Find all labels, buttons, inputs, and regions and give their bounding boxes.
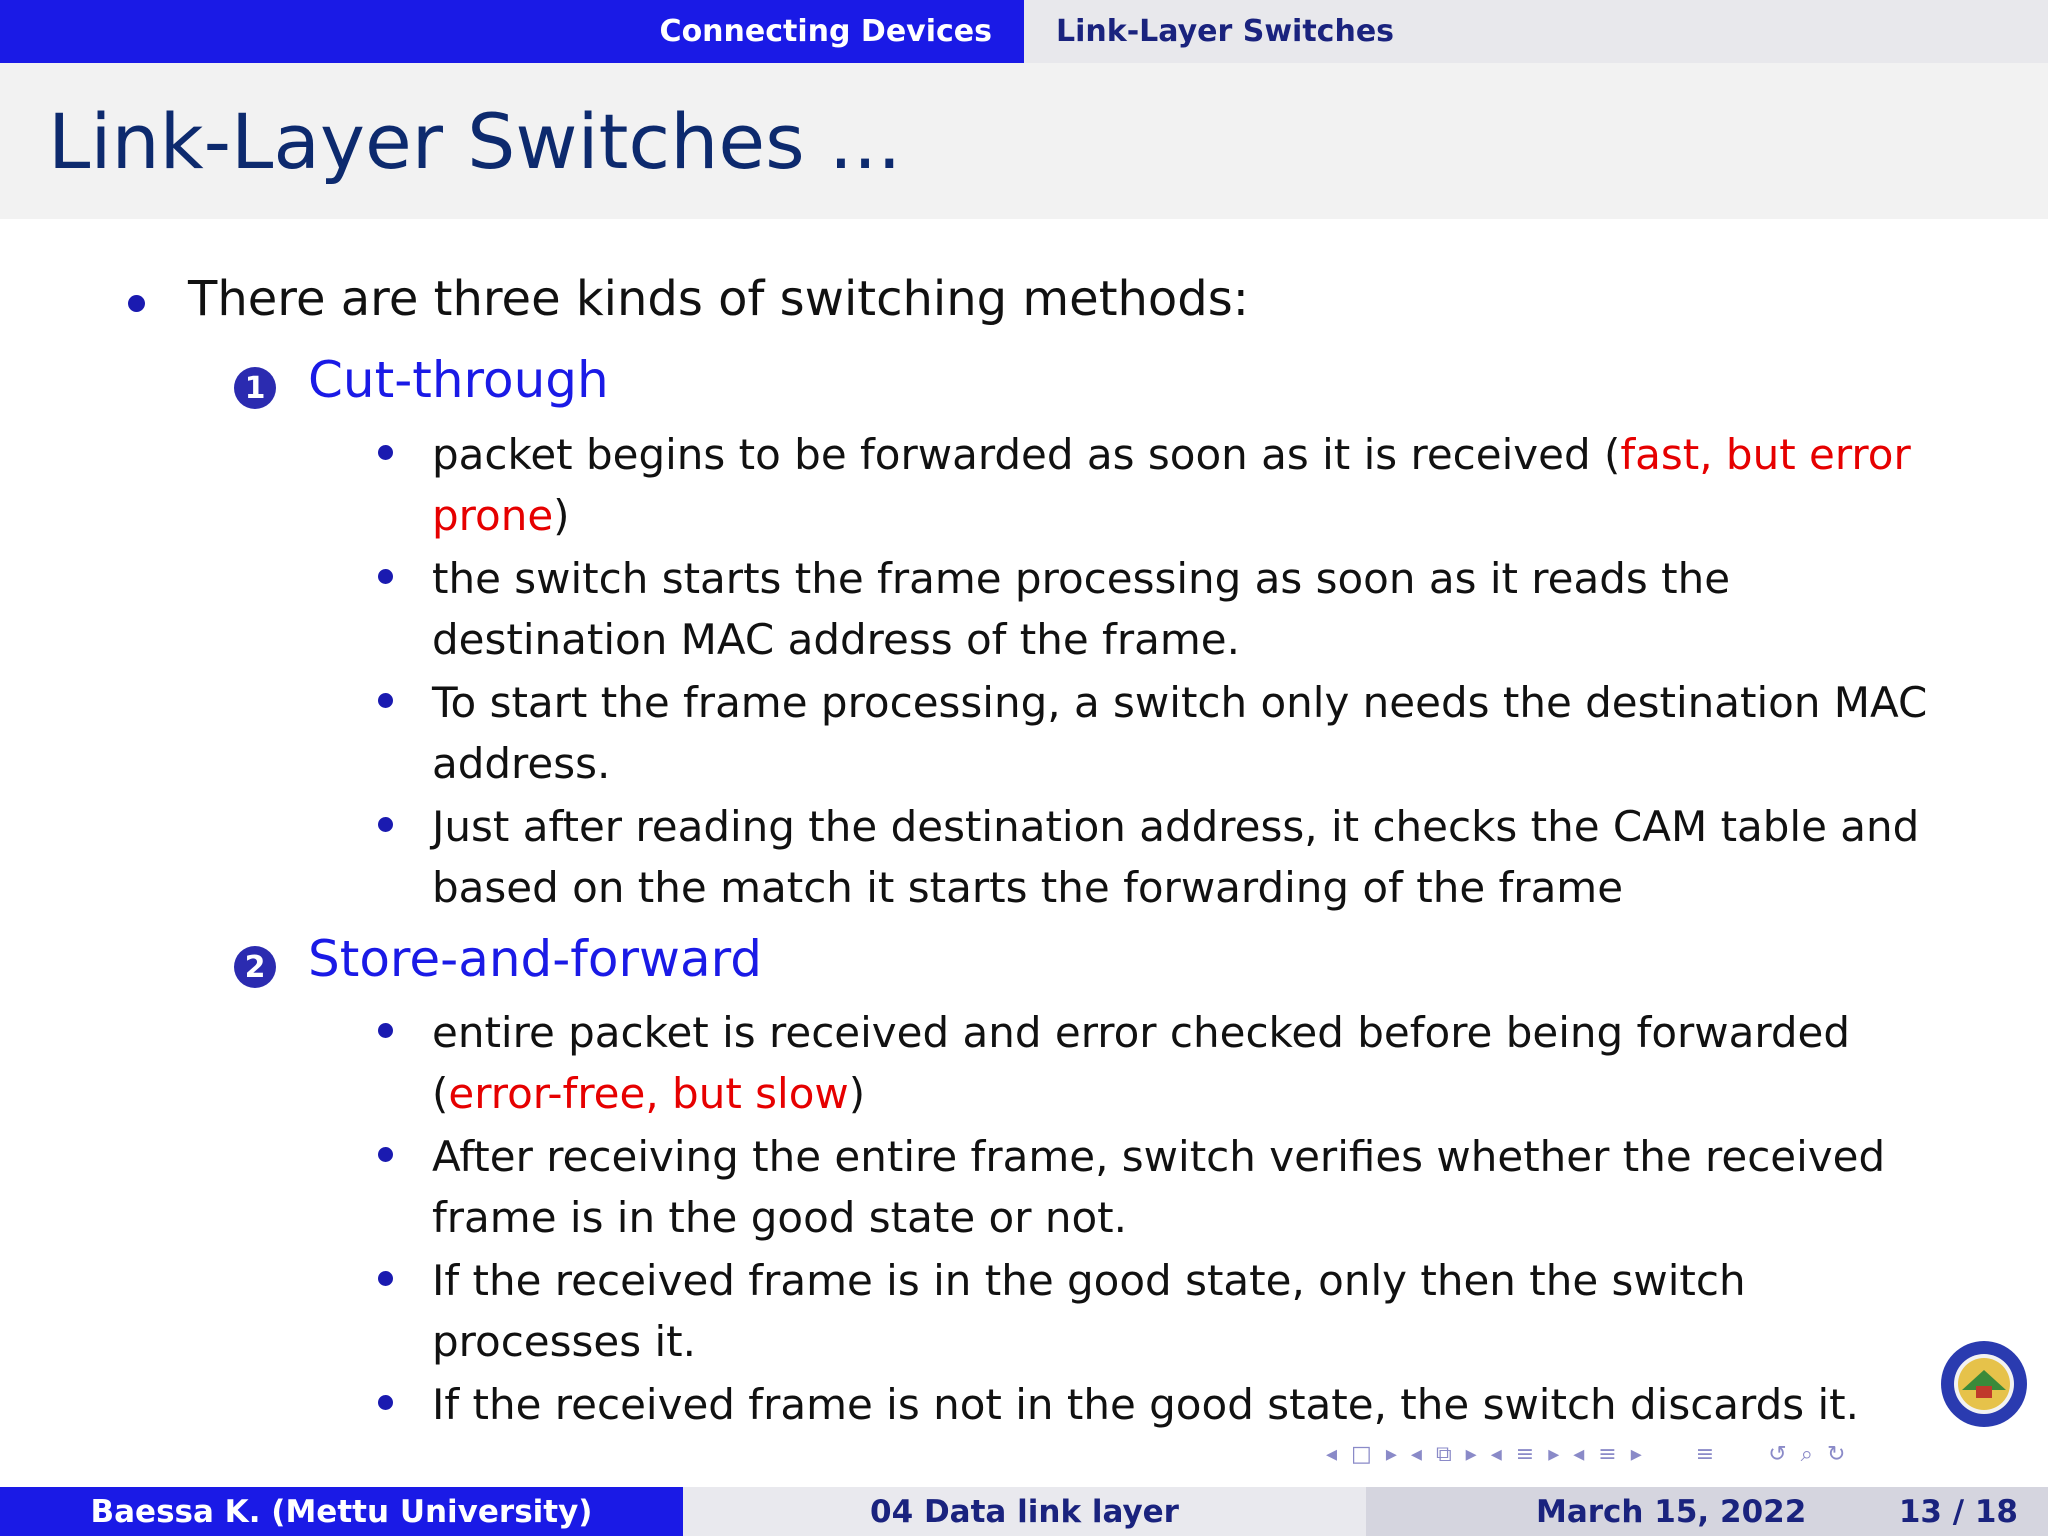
top-navigation-bar [0, 0, 2048, 63]
bullet-icon [378, 693, 393, 708]
nav-next-frame-icon[interactable]: ▸ [1465, 1441, 1477, 1467]
university-logo-icon [1940, 1340, 2028, 1428]
method2-bullet2-line2: frame is in the good state or not. [432, 1193, 1127, 1242]
bullet-icon [378, 1271, 393, 1286]
bullet-icon [378, 569, 393, 584]
method-label-store-and-forward: Store-and-forward [308, 930, 763, 988]
nav-next-subsection-icon[interactable]: ▸ [1548, 1441, 1560, 1467]
enum-badge-2: 2 [234, 946, 276, 988]
nav-frame-icon[interactable]: ⧉ [1435, 1441, 1452, 1467]
nav-next-slide-icon[interactable]: ▸ [1385, 1441, 1397, 1467]
nav-slide-icon[interactable]: □ [1351, 1441, 1372, 1467]
method1-bullet1-line2 [432, 491, 570, 540]
method1-bullet1-close: ) [553, 491, 570, 540]
method1-bullet4-line2: based on the match it starts the forwarding of the frame [432, 863, 1624, 912]
method1-bullet2-line2: destination MAC address of the frame. [432, 615, 1240, 664]
nav-prev-frame-icon[interactable]: ◂ [1410, 1441, 1422, 1467]
bullet-icon [378, 817, 393, 832]
method2-bullet1-open: ( [432, 1069, 449, 1118]
method2-bullet2-line1: After receiving the entire frame, switch verifies whether the received [432, 1132, 1886, 1181]
method2-bullet1-highlight: error-free, but slow [448, 1069, 849, 1118]
method2-bullet1-line2 [432, 1069, 865, 1118]
enum-badge-1: 1 [234, 367, 276, 409]
footer-author: Baessa K. (Mettu University) [0, 1487, 683, 1536]
method2-bullet1-line1: entire packet is received and error checked before being forwarded [432, 1008, 1851, 1057]
method1-bullet3-line2: address. [432, 739, 611, 788]
nav-left-section[interactable] [0, 0, 1024, 63]
method1-bullet4-line1: Just after reading the destination address, it checks the CAM table and [432, 802, 1920, 851]
method1-bullet3-line1: To start the frame processing, a switch only needs the destination MAC [432, 678, 1928, 727]
frame-title-bar [0, 63, 2048, 219]
footer-date: March 15, 2022 [1536, 1493, 1807, 1530]
footer-page-number: 13 / 18 [1898, 1493, 2018, 1530]
nav-right-section[interactable] [1024, 0, 2048, 63]
footer-chapter: 04 Data link layer [683, 1487, 1366, 1536]
bullet-icon [378, 1023, 393, 1038]
nav-section-connecting-devices[interactable]: Connecting Devices [659, 14, 992, 49]
beamer-navigation-symbols [1326, 1437, 2026, 1471]
method2-bullet3-line1: If the received frame is in the good state, only then the switch [432, 1256, 1746, 1305]
nav-prev-section-icon[interactable]: ◂ [1573, 1441, 1585, 1467]
bullet-icon [378, 445, 393, 460]
footer-bar [0, 1487, 2048, 1536]
footer-date-page [1366, 1487, 2048, 1536]
method1-bullet1-highlight: fast, but error [1620, 430, 1911, 479]
method1-bullet2-line1: the switch starts the frame processing as soon as it reads the [432, 554, 1731, 603]
method-label-cut-through: Cut-through [308, 351, 609, 409]
method1-bullet1-line1 [432, 430, 1911, 479]
nav-prev-subsection-icon[interactable]: ◂ [1490, 1441, 1502, 1467]
nav-next-section-icon[interactable]: ▸ [1630, 1441, 1642, 1467]
frame-title: Link-Layer Switches ... [48, 96, 902, 186]
nav-search-icon[interactable]: ⌕ [1800, 1441, 1813, 1467]
method1-bullet1-text: packet begins to be forwarded as soon as it is received ( [432, 430, 1621, 479]
bullet-icon [128, 295, 145, 312]
method1-bullet1-highlight2: prone [432, 491, 554, 540]
bullet-icon [378, 1147, 393, 1162]
bullet-icon [378, 1395, 393, 1410]
nav-subsection-link-layer-switches[interactable]: Link-Layer Switches [1056, 14, 1395, 49]
method2-bullet1-close: ) [848, 1069, 866, 1118]
nav-document-icon[interactable]: ≡ [1695, 1441, 1715, 1467]
method2-bullet4-line1: If the received frame is not in the good state, the switch discards it. [432, 1380, 1859, 1429]
intro-text: There are three kinds of switching methods: [188, 271, 1249, 327]
method2-bullet3-line2: processes it. [432, 1317, 696, 1366]
nav-prev-slide-icon[interactable]: ◂ [1326, 1441, 1338, 1467]
nav-forward-icon[interactable]: ↻ [1826, 1441, 1846, 1467]
nav-back-icon[interactable]: ↺ [1768, 1441, 1787, 1467]
nav-subsection-icon[interactable]: ≡ [1515, 1441, 1535, 1467]
nav-section-icon[interactable]: ≡ [1598, 1441, 1617, 1467]
